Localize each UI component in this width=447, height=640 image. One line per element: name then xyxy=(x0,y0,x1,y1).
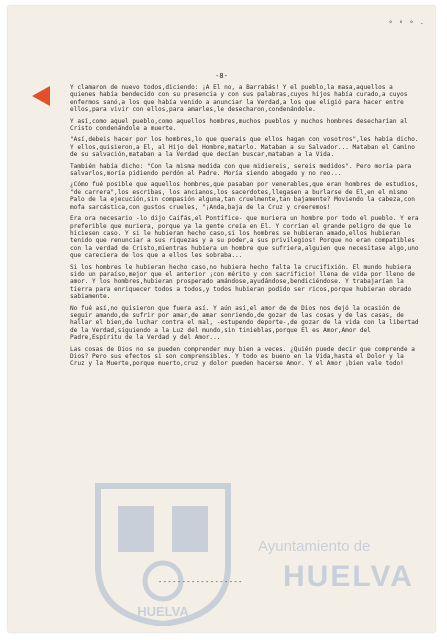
paragraph: ¿Cómo fué posible que aquellos hombres,que pasaban por venerables,que eran hombres de estudios, "de carrera",los escribas, los ancianos,los sacerdotes,llegasen a burlarse de El,en el mismo Palo de la ejecución,sin compasión alguna,tan cruelmente,tan bajamente? Moviendo la cabeza,con mofa sarcástica,con gustos crueles, "¡Anda,baja de la Cruz y creeremos! xyxy=(70,181,419,211)
seal-text: HUELVA xyxy=(137,604,189,619)
archive-watermark xyxy=(78,476,435,626)
page-number: -8- xyxy=(215,72,228,80)
paragraph: Y así,como aquel pueblo,como aquellos hombres,muchos pueblos y muchos hombres desecharían al Cristo condenándole a muerte. xyxy=(70,117,408,133)
red-page-marker-icon xyxy=(32,86,50,106)
watermark-line1: Ayuntamiento de xyxy=(258,538,371,555)
watermark-line2: HUELVA xyxy=(283,560,414,593)
coat-of-arms-icon xyxy=(78,476,248,626)
end-separator: ------------------ xyxy=(158,578,243,586)
paragraph: También había dicho: "Con la misma medida con que midiereis, sereis medidos". Pero moría para salvarlos,moría pidiendo perdón al Padre. Moría siendo abogado y no reo... xyxy=(70,162,412,178)
document-page xyxy=(8,6,435,632)
body-text xyxy=(70,84,420,372)
paragraph: Las cosas de Dios no se pueden comprender muy bien a veces. ¿Quién puede decir que comprende a Dios? Pero sus efectos si son comprensibles. Y todo es bueno en la Vida,hasta el Dolor y la Cruz y la Muerte,porque muerto,cruz y dolor pueden hacerse Amor. Y el Amor ¡bien vale todo! xyxy=(70,345,415,368)
paragraph: Si los hombres le hubieran hecho caso,no hubiera hecho falta la crucifixión. El mundo hubiera sido un paraíso,mejor que el anterior ¡con mérito y con sacrificio! llena de vida por lleno de amor. Y los hombres,hubieran prosperado amándose,ayudándose,bendiciéndose. Y trabajarían la tierra para enriquecer todos a todos,y todos hubieran podido ser ricos,porque hubieran obrado sabiamente. xyxy=(70,263,415,301)
corner-marks: ° ° ° · xyxy=(388,20,425,28)
paragraph: Era ora necesario -lo dijo Caifás,el Pontífice- que muriera un hombre por todo el pueblo. Y era preferible que muriera, porque ya la gente creía en El. Y corrían el grande peligro de que le hiciesen caso. Y si le hubieran hecho caso,si los hombres se hubieran amado,ellos hubieran tenido que renunciar a sus riquezas y a su poder,a sus privilegios! Porque no eran compatibles con la verdad de Cristo,mientras hubiera un hombre que sufriera,alguien que necesitase algo,uno que careciera de los que a ellos les sobraba... xyxy=(70,215,419,260)
paragraph: No fué así,no quisieron que fuera así. Y aún así,el amor de de Dios nos dejó la ocasión de seguir amando,de sufrir por amar,de amar sonriendo,de gozar de las cosas y de las casas, de hallar el bien,de luchar contra el mal, -estupendo deporte-,de gozar de la vida con la libertad de la Verdad,siguiendo a la Luz del mundo,sin tinieblas,porque El es Amor,Amor del Padre,Espíritu de la Verdad y del Amor... xyxy=(70,304,419,342)
paragraph: "Así,debeis hacer por los hombres,lo que querais que ellos hagan con vosotros",les había dicho. Y ellos,quisieron,a El, al Hijo del Hombre,matarlo. Mataban a su Salvador... Mataban el Camino de su salvación,mataban a la Verdad que decían buscar,mataban a la Vida. xyxy=(70,136,419,159)
paragraph: Y clamaron de nuevo todos,diciendo: ¡A El no, a Barrabás! Y el pueblo,la masa,aquellos a quienes había bendecido con su presencia y con sus palabras,cuyos hijos había curado,a cuyos enfermos sanó,a los que había venido a anunciar la Verdad,a los que eligió para hacer entre ellos,para vivir con ellos,para amarles,le desecharon,condenándole. xyxy=(70,84,408,114)
